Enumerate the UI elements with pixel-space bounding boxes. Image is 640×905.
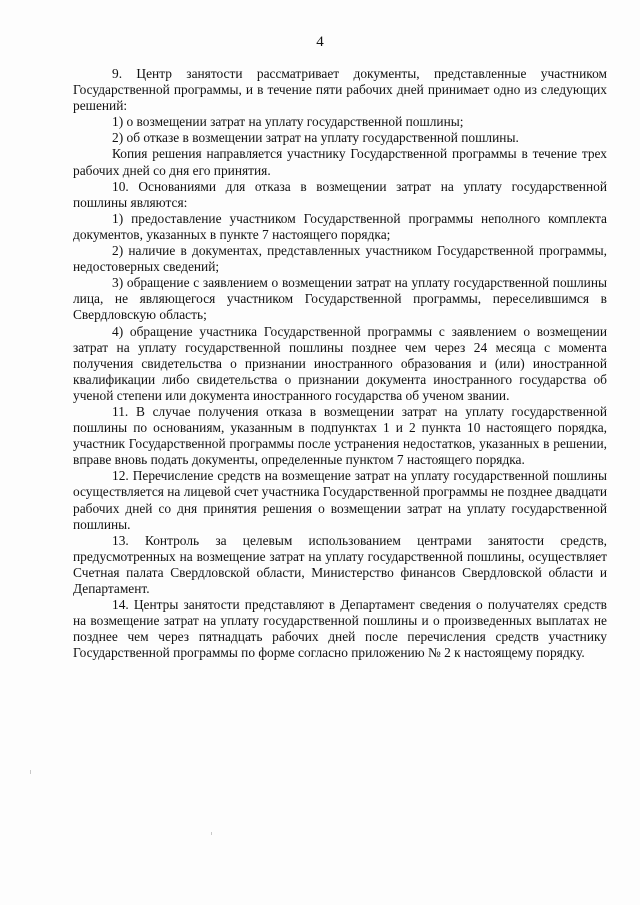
document-body xyxy=(73,66,607,661)
paragraph-10: 10. Основаниями для отказа в возмещении затрат на уплату государственной пошлины являются: xyxy=(73,178,607,210)
page-number: 4 xyxy=(316,34,324,50)
paragraph-9-option-2: 2) об отказе в возмещении затрат на уплату государственной пошлины. xyxy=(112,130,519,146)
paragraph-14: 14. Центры занятости представляют в Департамент сведения о получателях средств на возмещение затрат на уплату государственной пошлины и о произведенных выплатах не позднее чем через пятнадцать рабочих дней после перечисления средств участнику Государственной программы по форме согласно приложению № 2 к настоящему порядку. xyxy=(73,597,607,661)
paragraph-10-item-3: 3) обращение с заявлением о возмещении затрат на уплату государственной пошлины лица, не являющегося участником Государственной программы, переселившимся в Свердловскую область; xyxy=(73,275,607,323)
scan-artifact xyxy=(30,770,31,774)
scan-artifact xyxy=(211,832,212,835)
paragraph-11: 11. В случае получения отказа в возмещении затрат на уплату государственной пошлины по основаниям, указанным в подпунктах 1 и 2 пункта 10 настоящего порядка, участник Государственной программы после устранения недостатков, указанных в решении, вправе вновь подать документы, определенные пунктом 7 настоящего порядка. xyxy=(73,403,607,468)
paragraph-9-option-1: 1) о возмещении затрат на уплату государственной пошлины; xyxy=(112,114,464,130)
paragraph-10-item-2: 2) наличие в документах, представленных участником Государственной программы, недостоверных сведений; xyxy=(73,243,607,275)
paragraph-9-copy-note: Копия решения направляется участнику Государственной программы в течение трех рабочих дней со дня его принятия. xyxy=(73,146,607,178)
paragraph-12: 12. Перечисление средств на возмещение затрат на уплату государственной пошлины осуществляется на лицевой счет участника Государственной программы не позднее двадцати рабочих дней со дня принятия решения о возмещении затрат на уплату государственной пошлины. xyxy=(73,468,608,532)
paragraph-9: 9. Центр занятости рассматривает документы, представленные участником Государственной программы, и в течение пяти рабочих дней принимает одно из следующих решений: xyxy=(73,66,607,114)
paragraph-10-item-1: 1) предоставление участником Государственной программы неполного комплекта документов, указанных в пункте 7 настоящего порядка; xyxy=(73,210,607,242)
paragraph-13: 13. Контроль за целевым использованием центрами занятости средств, предусмотренных на возмещение затрат на уплату государственной пошлины, осуществляет Счетная палата Свердловской области, Министерство финансов Свердловской области и Департамент. xyxy=(73,532,607,596)
paragraph-10-item-4: 4) обращение участника Государственной программы с заявлением о возмещении затрат на уплату государственной пошлины позднее чем через 24 месяца с момента получения свидетельства о признании иностранного образования и (или) иностранной квалификации либо свидетельства о признании документа иностранного государства об ученой степени или документа иностранного государства об ученом звании. xyxy=(73,323,607,403)
